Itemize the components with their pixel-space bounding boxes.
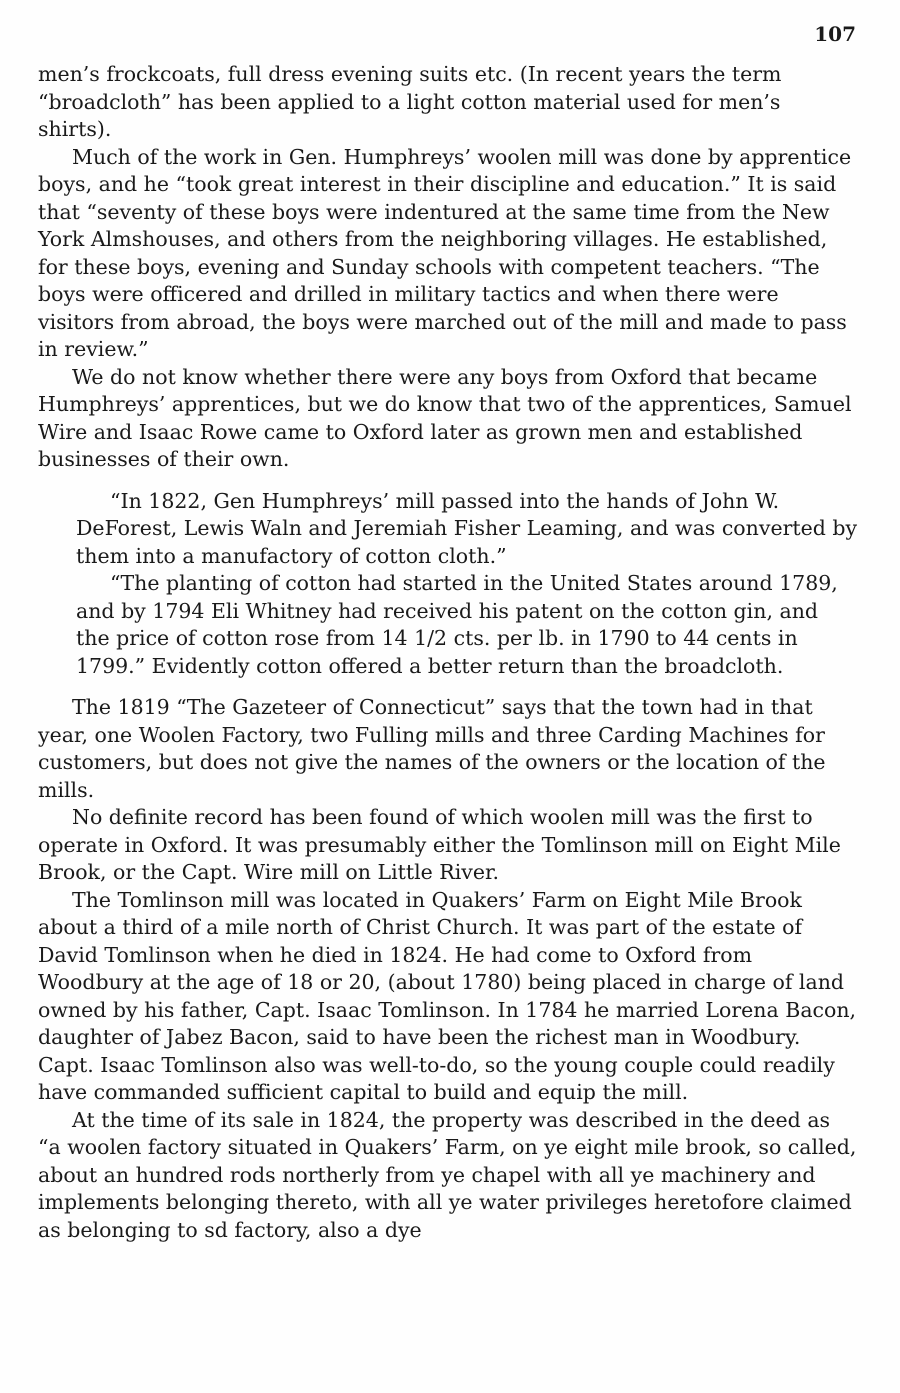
paragraph-tomlinson-mill: The Tomlinson mill was located in Quakers’ Farm on Eight Mile Brook about a third of a mile north of Christ Church. It was part of the estate of David Tomlinson when he died in 1824. He had come to Oxford from Woodbury at the age of 18 or 20, (about 1780) being placed in charge of land owned by his father, Capt. Isaac Tomlinson. In 1784 he married Lorena Bacon, daughter of Jabez Bacon, said to have been the richest man in Woodbury. Capt. Isaac Tomlinson also was well-to-do, so the young couple could readily have commanded sufficient capital to build and equip the mill. [38, 887, 857, 1104]
paragraph-oxford-apprentices: We do not know whether there were any boys from Oxford that became Humphreys’ apprentices, but we do know that two of the apprentices, Samuel Wire and Isaac Rowe came to Oxford later as grown men and established businesses of their own. [38, 364, 852, 471]
paragraph-sale-deed-1824: At the time of its sale in 1824, the property was described in the deed as “a woolen factory situated in Quakers’ Farm, on ye eight mile brook, so called, about an hundred rods northerly from ye chapel with all ye machinery and implements belonging thereto, with all ye water privileges heretofore claimed as belonging to sd factory, also a dye [38, 1107, 857, 1242]
paragraph-first-woolen-mill: No definite record has been found of which woolen mill was the first to operate in Oxford. It was presumably either the Tomlinson mill on Eight Mile Brook, or the Capt. Wire mill on Little River. [38, 805, 841, 884]
quoted-passage [38, 488, 858, 681]
quote-cotton-planting: “The planting of cotton had started in the United States around 1789, and by 1794 Eli Whitney had received his patent on the cotton gin, and the price of cotton rose from 14 1/2 cts. per lb. in 1790 to 44 cents in 1799.” Evidently cotton offered a better return than the broadcloth. [76, 571, 838, 678]
page-body [38, 61, 858, 1244]
paragraph-gazeteer-1819: The 1819 “The Gazeteer of Connecticut” says that the town had in that year, one Woolen Factory, two Fulling mills and three Carding Machines for customers, but does not give the names of the owners or the location of the mills. [38, 695, 826, 802]
page-number: 107 [814, 22, 856, 46]
quote-mill-transfer-1822: “In 1822, Gen Humphreys’ mill passed into the hands of John W. DeForest, Lewis Waln and Jeremiah Fisher Leaming, and was converted by them into a manufactory of cotton cloth.” [76, 488, 858, 568]
paragraph-broadcloth-continuation: men’s frockcoats, full dress evening suits etc. (In recent years the term “broadcloth” has been applied to a light cotton material used for men’s shirts). [38, 62, 782, 141]
paragraph-apprentice-boys: Much of the work in Gen. Humphreys’ woolen mill was done by apprentice boys, and he “took great interest in their discipline and education.” It is said that “seventy of these boys were indentured at the same time from the New York Almshouses, and others from the neighboring villages. He established, for these boys, evening and Sunday schools with competent teachers. “The boys were officered and drilled in military tactics and when there were visitors from abroad, the boys were marched out of the mill and made to pass in review.” [38, 144, 852, 361]
